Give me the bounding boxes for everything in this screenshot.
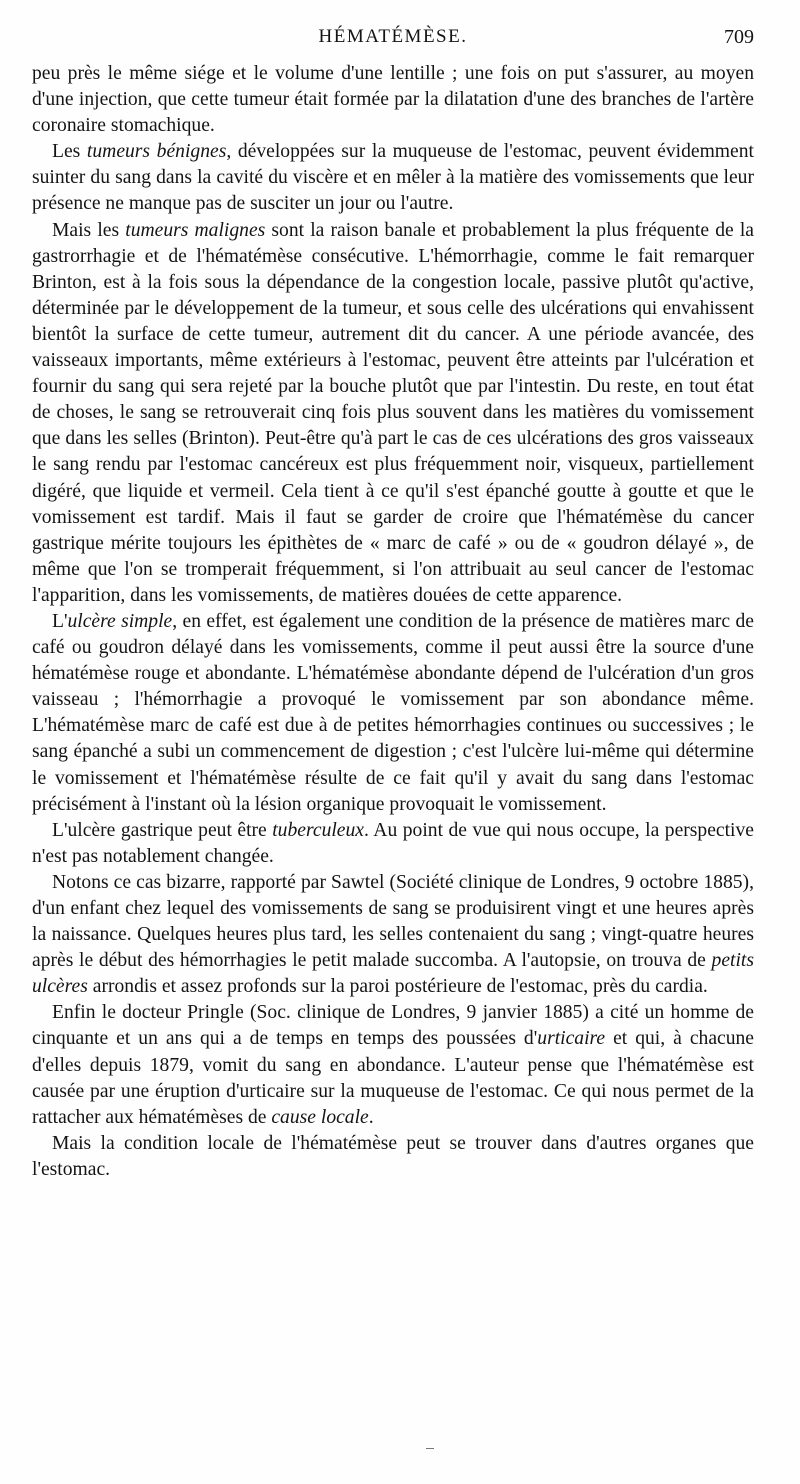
paragraph xyxy=(32,139,754,217)
bottom-mark xyxy=(426,1448,434,1449)
italic-term: ulcère simple xyxy=(67,610,173,632)
paragraph-text: , en effet, est également une condition de la présence de matières marc de café ou goudron délayé dans les vomissements, comme il peut aussi être la source d'une hématémèse rouge et abondante. L'hématémèse abondante dépend de l'ulcération d'un gros vaisseau ; l'hémorrhagie a provoqué le vomissement par son abondance même. L'hématémèse marc de café est due à de petites hémorrhagies continues ou successives ; le sang épanché a subi un commencement de digestion ; c'est l'ulcère lui-même qui détermine le vomissement et l'hématémèse résulte de ce fait qu'il y avait du sang dans l'estomac précisément à l'instant où la lésion organique provoquait le vomissement. xyxy=(32,610,754,815)
paragraph-text: Les xyxy=(52,141,87,163)
paragraph xyxy=(32,61,754,139)
italic-term: tumeurs bénignes xyxy=(86,141,227,163)
body-text xyxy=(32,61,754,1183)
paragraph xyxy=(32,609,754,818)
paragraph-text: peu près le même siége et le volume d'une lentille ; une fois on put s'assurer, au moyen d'une injection, que cette tumeur était formée par la dilatation d'une des branches de l'artère coronaire stomachique. xyxy=(32,63,754,137)
italic-term: tuberculeux xyxy=(272,819,364,841)
paragraph-text: , développées sur la muqueuse de l'estomac, peuvent évidemment suinter du sang dans la cavité du viscère et en mêler à la matière des vomissements que leur présence ne manque pas de susciter un jour ou l'autre. xyxy=(32,141,754,215)
paragraph xyxy=(32,1131,754,1183)
italic-term: urticaire xyxy=(537,1028,606,1050)
italic-term: petits ulcères xyxy=(32,950,754,998)
paragraph-text: arrondis et assez profonds sur la paroi postérieure de l'estomac, près du cardia. xyxy=(87,976,708,998)
paragraph-text: Enfin le docteur Pringle (Soc. clinique de Londres, 9 janvier 1885) a cité un homme de cinquante et un ans qui a de temps en temps des poussées d' xyxy=(32,1002,754,1050)
page-header xyxy=(32,26,754,58)
paragraph xyxy=(32,1000,754,1130)
paragraph-text: . Au point de vue qui nous occupe, la perspective n'est pas notablement changée. xyxy=(32,819,754,867)
italic-term: tumeurs malignes xyxy=(125,219,266,241)
paragraph-text: Mais la condition locale de l'hématémèse peut se trouver dans d'autres organes que l'estomac. xyxy=(32,1132,754,1180)
italic-term: cause locale xyxy=(271,1106,369,1128)
paragraph-text: et qui, à chacune d'elles depuis 1879, vomit du sang en abondance. L'auteur pense que l'hématémèse est causée par une éruption d'urticaire sur la muqueuse de l'estomac. Ce qui nous permet de la rattacher aux hématémèses de xyxy=(32,1028,754,1128)
paragraph-text: Notons ce cas bizarre, rapporté par Sawtel (Société clinique de Londres, 9 octobre 1885), d'un enfant chez lequel des vomissements de sang se produisirent vingt et une heures après la naissance. Quelques heures plus tard, les selles contenaient du sang ; vingt-quatre heures après le début des hémorrhagies le petit malade succomba. A l'autopsie, on trouva de xyxy=(32,871,754,972)
page-number: 709 xyxy=(724,26,754,48)
paragraph xyxy=(32,818,754,870)
paragraph xyxy=(32,218,754,609)
paragraph-text: L'ulcère gastrique peut être xyxy=(52,819,273,841)
paragraph xyxy=(32,870,754,1000)
paragraph-text: sont la raison banale et probablement la plus fréquente de la gastrorrhagie et de l'hématémèse consécutive. L'hémorrhagie, comme le fait remarquer Brinton, est à la fois sous la dépendance de la congestion locale, passive plutôt qu'active, déterminée par le développement de la tumeur, et sous celle des ulcérations qui envahissent bientôt la surface de cette tumeur, autrement dit du cancer. A une période avancée, des vaisseaux importants, même extérieurs à l'estomac, peuvent être atteints par l'ulcération et fournir du sang qui sera rejeté par la bouche plutôt que par l'intestin. Du reste, en tout état de choses, le sang se retrouverait cinq fois plus souvent dans les matières du vomissement que dans les selles (Brinton). Peut-être qu'à part le cas de ces ulcérations des gros vaisseaux le sang rendu par l'estomac cancéreux est plus fréquemment noir, visqueux, partiellement digéré, que liquide et vermeil. Cela tient à ce qu'il s'est épanché goutte à goutte et que le vomissement est tardif. Mais il faut se garder de croire que l'hématémèse du cancer gastrique mérite toujours les épithètes de « marc de café » ou de « goudron délayé », de même que l'on se tromperait fréquemment, si l'on attribuait au seul cancer de l'estomac l'apparition, dans les vomissements, de matières douées de cette apparence. xyxy=(32,219,754,606)
paragraph-text: Mais les xyxy=(52,219,126,241)
running-title: HÉMATÉMÈSE. xyxy=(318,26,468,47)
paragraph-text: L' xyxy=(52,610,68,632)
paragraph-text: . xyxy=(368,1106,374,1128)
